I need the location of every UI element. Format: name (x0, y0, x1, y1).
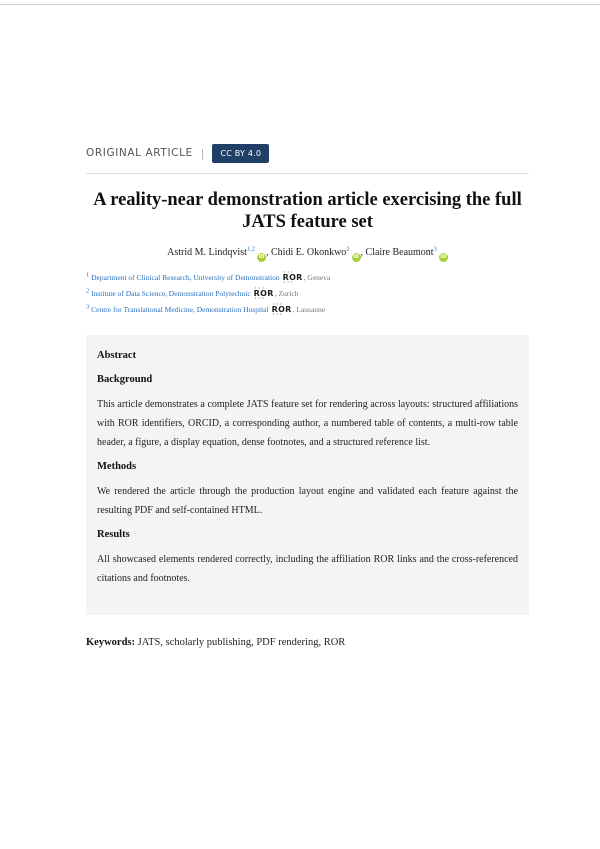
keywords-label: Keywords: (86, 637, 135, 648)
affiliation-number: 3 (86, 303, 90, 311)
author-separator: , (266, 247, 272, 258)
affiliation-list (86, 270, 529, 318)
article-type-label: ORIGINAL ARTICLE (86, 147, 193, 159)
orcid-icon[interactable]: iD (258, 254, 265, 260)
abstract-section-text: We rendered the article through the production layout engine and validated each feature against the resulting PDF and self-contained HTML. (97, 486, 518, 516)
affiliation-city: , Lausanne (292, 305, 326, 314)
author-list (86, 245, 529, 262)
abstract-section-heading: Results (97, 529, 130, 540)
abstract-section-text: All showcased elements rendered correctly, including the affiliation ROR links and the cross-referenced citations and footnotes. (97, 554, 518, 584)
author-name: Claire Beaumont (365, 247, 434, 258)
abstract-section-heading: Methods (97, 461, 137, 472)
affiliation-item (86, 302, 529, 318)
author-item (167, 247, 271, 258)
keywords (86, 636, 529, 650)
affiliation-city: , Zurich (274, 289, 299, 298)
author-name: Chidi E. Okonkwo (271, 247, 347, 258)
keywords-text: JATS, scholarly publishing, PDF rendering, ROR (137, 637, 346, 648)
header-divider (86, 173, 529, 174)
ror-icon[interactable]: · · · ROR · · · (272, 305, 292, 315)
affiliation-number: 2 (86, 287, 90, 295)
author-separator: , (360, 247, 366, 258)
author-name: Astrid M. Lindqvist (167, 247, 247, 258)
abstract-heading: Abstract (97, 350, 137, 361)
license-badge[interactable]: CC BY 4.0 (212, 144, 269, 163)
abstract-section-text: This article demonstrates a complete JATS feature set for rendering across layouts: structured affiliations with ROR identifiers, ORCID, a corresponding author, a numbered table of contents, a multi-row table header, a figure, a display equation, dense footnotes, and a structured reference list. (97, 399, 518, 448)
orcid-icon[interactable]: iD (440, 254, 447, 260)
ror-icon[interactable]: · · · ROR · · · (254, 289, 274, 299)
abstract-box (86, 335, 529, 615)
author-affil-ref[interactable]: 2 (346, 245, 350, 253)
article-meta-row (86, 143, 529, 163)
abstract-section-heading: Background (97, 374, 153, 385)
affiliation-item (86, 270, 529, 286)
author-item (271, 247, 366, 258)
article-title: A reality-near demonstration article exercising the full JATS feature set (93, 190, 522, 232)
author-item (366, 247, 448, 258)
affiliation-link[interactable]: Institute of Data Science, Demonstration Polytechnic (91, 289, 251, 298)
affiliation-link[interactable]: Department of Clinical Research, University of Demonstration (91, 273, 280, 282)
affiliation-city: , Geneva (303, 273, 331, 282)
page-top-rule (0, 4, 600, 5)
ror-icon[interactable]: · · · ROR · · · (283, 273, 303, 283)
affiliation-item (86, 286, 529, 302)
affiliation-number: 1 (86, 271, 90, 279)
affiliation-link[interactable]: Centre for Translational Medicine, Demonstration Hospital (91, 305, 269, 314)
article-type-separator: | (200, 146, 205, 160)
orcid-icon[interactable]: iD (353, 254, 359, 260)
author-affil-ref[interactable]: 1,2 (246, 245, 256, 253)
author-affil-ref[interactable]: 3 (433, 245, 437, 253)
